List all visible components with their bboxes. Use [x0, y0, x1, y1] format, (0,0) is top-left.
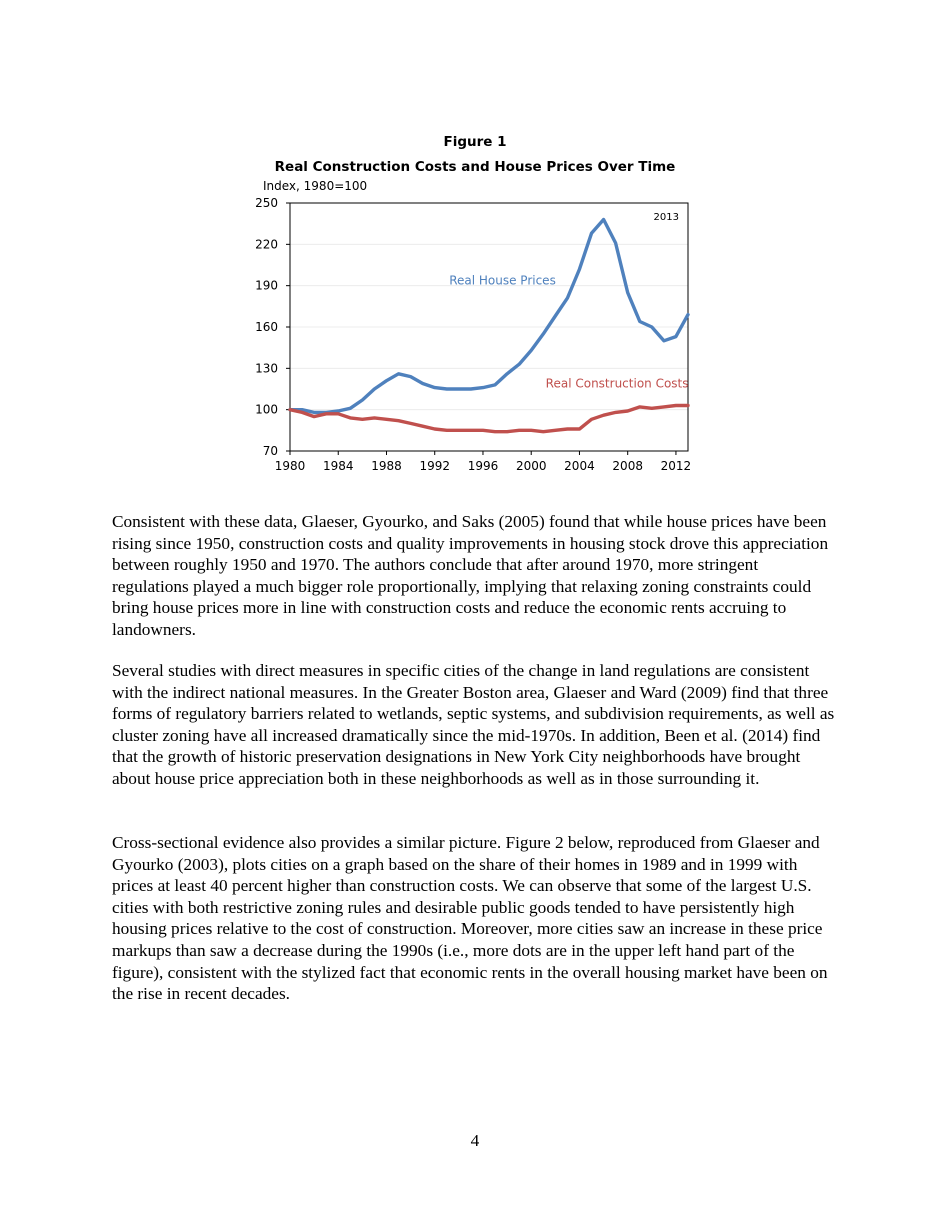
body-paragraph-3: Cross-sectional evidence also provides a similar picture. Figure 2 below, reproduced from Glaeser and Gyourko (2003), plots cities on a graph based on the share of their homes in 1989 and in 1999 with prices at least 40 percent higher than construction costs. We can observe that some of the largest U.S. cities with both restrictive zoning rules and desirable public goods tended to have persistently high housing prices relative to the cost of construction. Moreover, more cities saw an increase in these price markups than saw a decrease during the 1990s (i.e., more dots are in the upper left hand part of the figure), consistent with the stylized fact that economic rents in the overall housing market have been on the rise in recent decades. — [112, 833, 828, 1004]
y-tick-label: 220 — [255, 237, 278, 252]
x-tick-label: 1980 — [274, 459, 306, 473]
page-number: 4 — [470, 1131, 480, 1150]
series-label-real-construction-costs: Real Construction Costs — [545, 376, 689, 391]
y-tick-label: 130 — [255, 361, 278, 376]
figure-title: Real Construction Costs and House Prices Over Time — [274, 159, 676, 175]
body-paragraph-1: Consistent with these data, Glaeser, Gyourko, and Saks (2005) found that while house prices have been rising since 1950, construction costs and quality improvements in housing stock drove this appreciation between roughly 1950 and 1970. The authors conclude that after around 1970, more stringent regulations played a much bigger role proportionally, implying that relaxing zoning constraints could bring house prices more in line with construction costs and reduce the economic rents accruing to landowners. — [112, 512, 829, 639]
corner-note: 2013 — [653, 212, 679, 223]
body-paragraph-2: Several studies with direct measures in specific cities of the change in land regulations are consistent with the indirect national measures. In the Greater Boston area, Glaeser and Ward (2009) find that three forms of regulatory barriers related to wetlands, septic systems, and subdivision requirements, as well as cluster zoning have all increased dramatically since the mid-1970s. In addition, Been et al. (2014) find that the growth of historic preservation designations in New York City neighborhoods have brought about house price appreciation both in these neighborhoods as well as in those surrounding it. — [112, 661, 835, 788]
series-label-real-house-prices: Real House Prices — [449, 273, 556, 288]
x-tick-label: 2008 — [612, 459, 643, 473]
y-tick-label: 100 — [255, 402, 278, 417]
x-tick-label: 1992 — [419, 459, 451, 473]
x-tick-label: 2000 — [515, 459, 547, 473]
x-tick-label: 1984 — [322, 459, 354, 473]
x-tick-label: 1988 — [371, 459, 402, 473]
y-tick-label: 250 — [255, 196, 278, 210]
x-tick-label: 2004 — [564, 459, 595, 473]
x-tick-label: 2012 — [660, 459, 692, 473]
y-tick-label: 160 — [255, 320, 278, 334]
y-tick-label: 70 — [262, 444, 278, 458]
line-chart — [240, 175, 710, 475]
y-axis-label: Index, 1980=100 — [263, 179, 368, 193]
figure-label: Figure 1 — [443, 134, 507, 150]
chart-svg — [240, 175, 710, 475]
x-tick-label: 1996 — [467, 459, 499, 473]
y-tick-label: 190 — [255, 278, 278, 293]
